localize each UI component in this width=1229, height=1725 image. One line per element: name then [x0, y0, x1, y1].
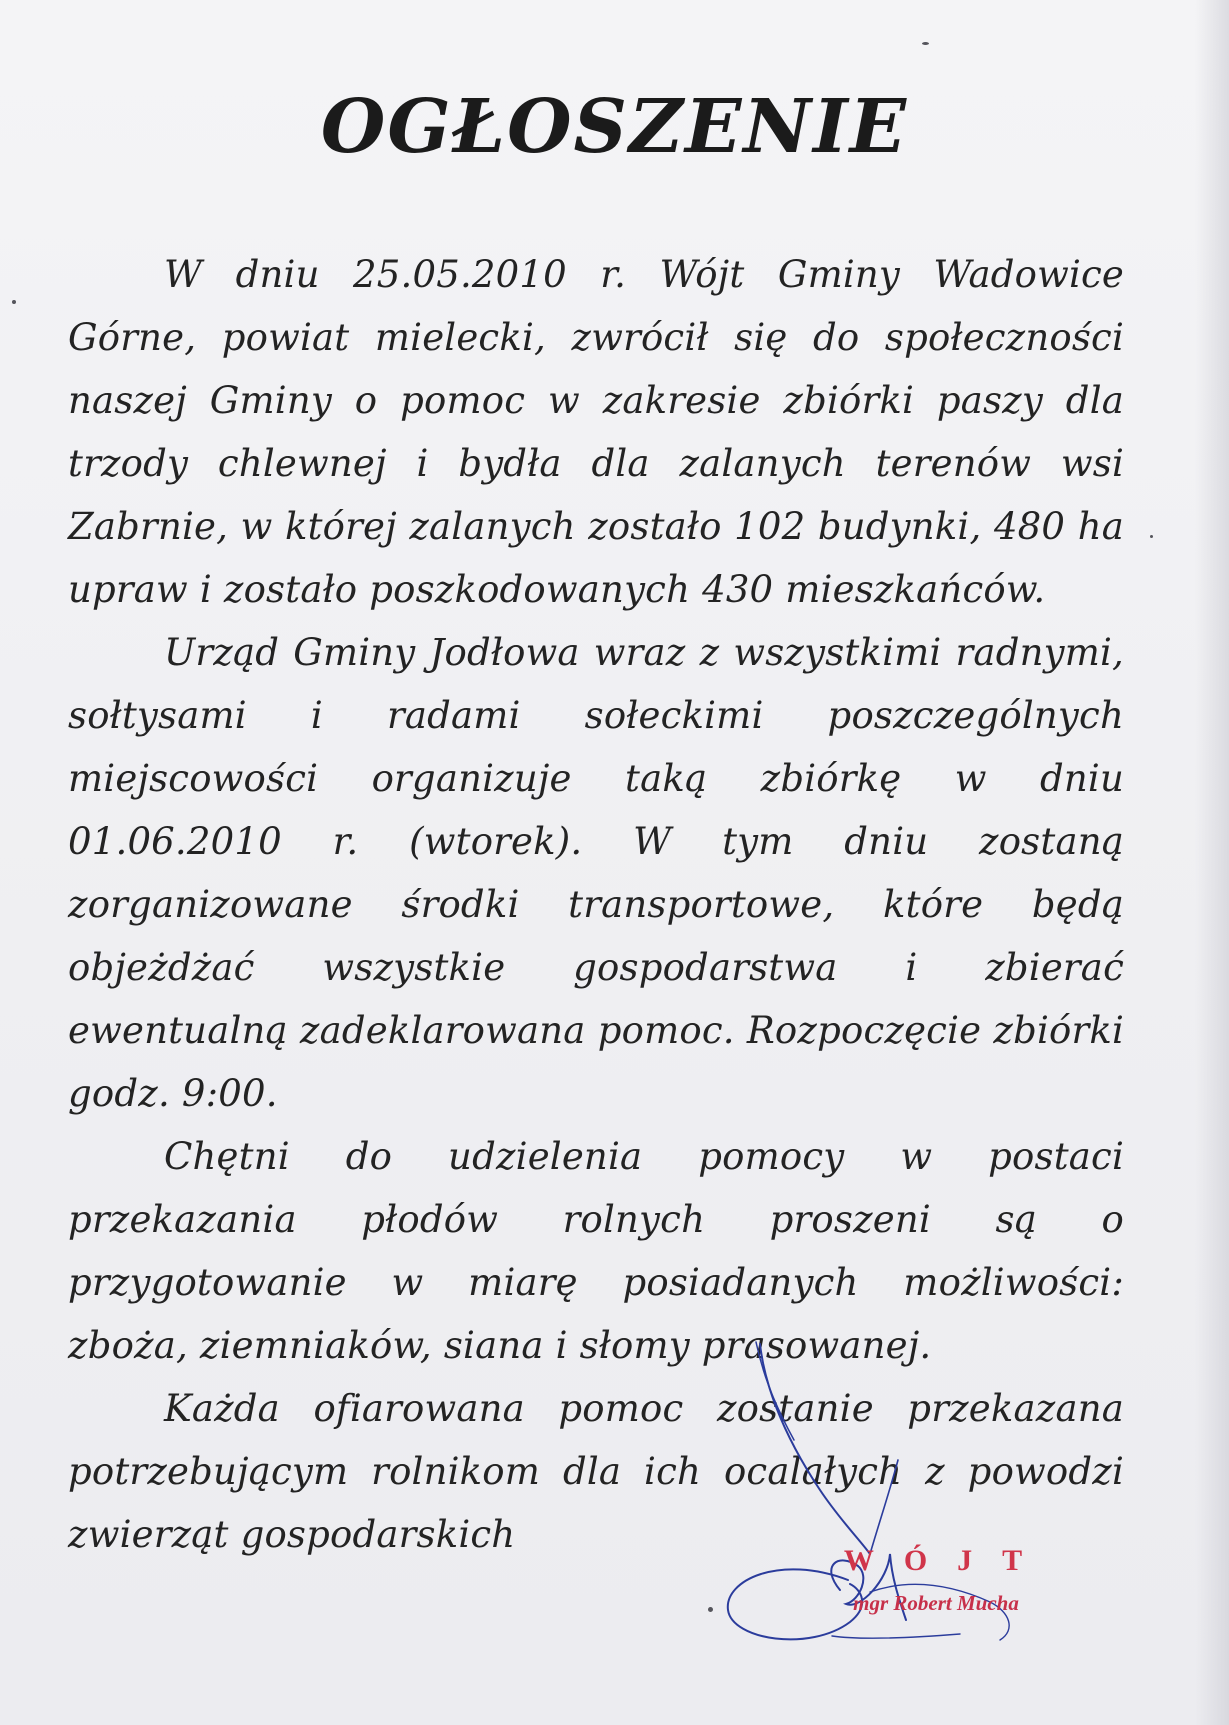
- signature-and-stamp: [720, 1340, 1060, 1660]
- paragraph-donation-destination: Każda ofiarowana pomoc zostanie przekazana potrzebującym rolnikom dla ich ocalałych z powodzi zwierząt gospodarskich: [68, 1387, 1124, 1556]
- stamp-title: WÓJT: [843, 1544, 1053, 1577]
- stamp-name: mgr Robert Mucha: [853, 1591, 1019, 1615]
- scan-speck: [12, 300, 16, 304]
- official-stamp: [816, 1545, 1056, 1615]
- announcement-title: OGŁOSZENIE: [320, 84, 909, 170]
- paragraph-collection-request: W dniu 25.05.2010 r. Wójt Gminy Wadowice Górne, powiat mielecki, zwrócił się do społeczności naszej Gminy o pomoc w zakresie zbiórki paszy dla trzody chlewnej i bydła dla zalanych terenów wsi Zabrnie, w której zalanych zostało 102 budynki, 480 ha upraw i zostało poszkodowanych 430 mieszkańców.: [68, 253, 1124, 611]
- scan-speck: [922, 42, 929, 45]
- scan-shadow-edge: [1195, 0, 1229, 1725]
- scan-speck: [708, 1607, 713, 1612]
- paragraph-collection-organization: Urząd Gminy Jodłowa wraz z wszystkimi radnymi, sołtysami i radami sołeckimi poszczególnych miejscowości organizuje taką zbiórkę w dniu 01.06.2010 r. (wtorek). W tym dniu zostaną zorganizowane środki transportowe, które będą objeżdżać wszystkie gospodarstwa i zbierać ewentualną zadeklarowana pomoc. Rozpoczęcie zbiórki godz. 9:00.: [68, 631, 1124, 1115]
- paragraph-donation-items: Chętni do udzielenia pomocy w postaci przekazania płodów rolnych proszeni są o przygotowanie w miarę posiadanych możliwości: zboża, ziemniaków, siana i słomy prasowanej.: [68, 1135, 1124, 1367]
- scan-speck: [1150, 535, 1153, 538]
